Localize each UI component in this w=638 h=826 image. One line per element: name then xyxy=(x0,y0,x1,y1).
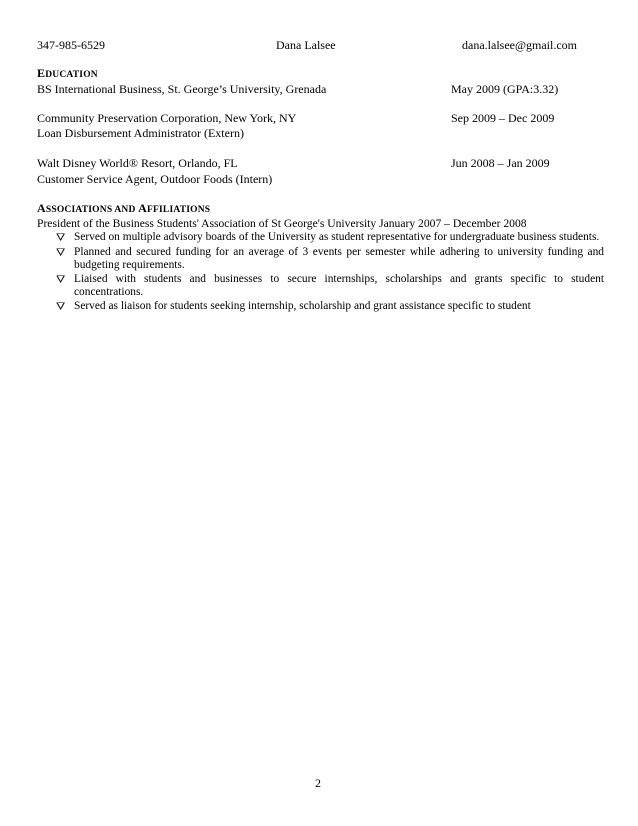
experience-dates: Sep 2009 – Dec 2009 xyxy=(451,111,555,125)
associations-heading-part: FFILIATIONS xyxy=(147,205,211,215)
bullet-caret-icon: ⛛ xyxy=(56,301,66,313)
page-number: 2 xyxy=(315,776,321,790)
education-heading-rest: DUCATION xyxy=(45,70,98,80)
bullet-text: Served as liaison for students seeking internship, scholarship and grant assistance specific to student xyxy=(74,300,531,312)
list-item xyxy=(56,246,604,272)
bullet-caret-icon: ⛛ xyxy=(56,274,66,286)
bullet-text: Planned and secured funding for an average of 3 events per semester while adhering to university funding and budgeting requirements. xyxy=(74,246,604,271)
experience-role: Loan Disbursement Administrator (Extern) xyxy=(37,126,244,140)
bullet-caret-icon: ⛛ xyxy=(56,247,66,259)
experience-role: Customer Service Agent, Outdoor Foods (Intern) xyxy=(37,172,273,186)
header-name: Dana Lalsee xyxy=(276,38,336,52)
associations-heading-initial: A xyxy=(37,201,46,215)
associations-heading-part: SSOCIATIONS AND xyxy=(45,205,139,215)
list-item xyxy=(56,273,604,299)
experience-dates: Jun 2008 – Jan 2009 xyxy=(451,156,550,170)
list-item xyxy=(56,231,604,246)
association-position: President of the Business Students' Association of St George's University January 2007 – December 2008 xyxy=(37,217,527,230)
header-phone: 347-985-6529 xyxy=(37,38,105,52)
education-heading xyxy=(37,66,98,83)
header-email: dana.lalsee@gmail.com xyxy=(462,38,578,52)
associations-heading-initial: A xyxy=(138,201,147,215)
experience-org: Community Preservation Corporation, New York, NY xyxy=(37,111,297,125)
bullet-text: Liaised with students and businesses to secure internships, scholarships and grants specific to student concentrations. xyxy=(74,273,604,298)
bullet-text: Served on multiple advisory boards of the University as student representative for undergraduate business students. xyxy=(74,231,600,243)
list-item xyxy=(56,300,604,315)
bullet-caret-icon: ⛛ xyxy=(56,232,66,244)
education-heading-initial: E xyxy=(37,66,46,80)
education-degree: BS International Business, St. George’s University, Grenada xyxy=(37,82,327,96)
education-degree-date: May 2009 (GPA:3.32) xyxy=(451,82,559,96)
experience-org: Walt Disney World® Resort, Orlando, FL xyxy=(37,156,238,170)
